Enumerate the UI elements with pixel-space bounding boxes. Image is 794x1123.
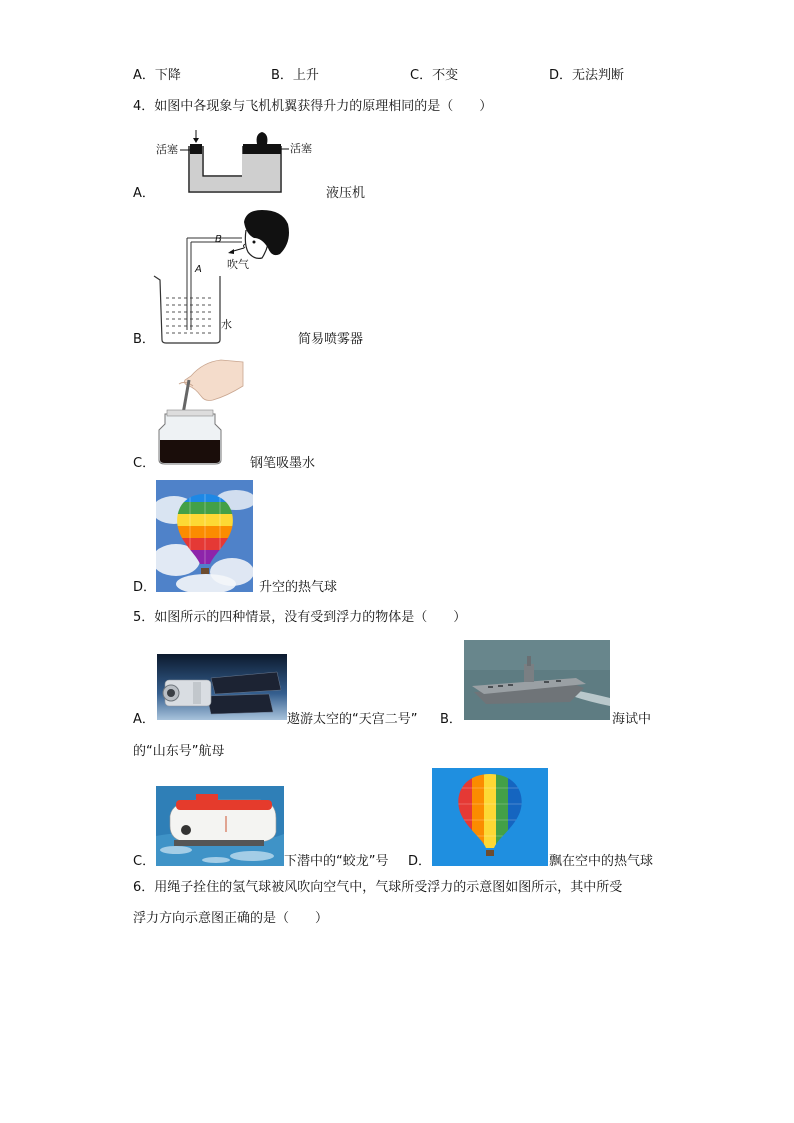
q3-option-a: A．下降 [133, 68, 181, 83]
piston-label-right: 活塞 [290, 142, 312, 155]
hot-air-balloon-photo [156, 480, 253, 592]
blow-label: 吹气 [227, 258, 249, 271]
q4-option-d-caption: 升空的热气球 [259, 580, 338, 595]
water-label: 水 [221, 318, 232, 331]
floating-balloon-photo [432, 768, 548, 866]
q6-stem-line2: 浮力方向示意图正确的是（ ） [133, 911, 329, 926]
q4-option-c-caption: 钢笔吸墨水 [250, 456, 316, 471]
tube-label-a: A [195, 264, 202, 275]
q4-option-b-caption: 简易喷雾器 [298, 332, 364, 347]
q6-stem-line1: 6．用绳子拴住的氢气球被风吹向空气中，气球所受浮力的示意图如图所示，其中所受 [133, 880, 623, 895]
q4-option-c-letter: C． [133, 456, 156, 471]
q4-option-d-letter: D． [133, 580, 157, 595]
q3-option-c: C．不变 [410, 68, 459, 83]
q4-option-a-caption: 液压机 [326, 186, 366, 201]
q5-option-a-letter: A． [133, 712, 155, 727]
aircraft-carrier-photo [464, 640, 610, 720]
tube-label-b: B [215, 234, 222, 245]
q5-option-b-letter: B． [440, 712, 462, 727]
q5-option-c-letter: C． [133, 854, 156, 869]
jiaolong-photo [156, 786, 284, 866]
hydraulic-press-figure [155, 128, 325, 196]
q3-option-b: B．上升 [271, 68, 319, 83]
q3-option-d: D．无法判断 [549, 68, 625, 83]
q4-option-b-letter: B． [133, 332, 155, 347]
q5-stem: 5．如图所示的四种情景，没有受到浮力的物体是（ ） [133, 610, 467, 625]
q5-option-b-caption-2: 的“山东号”航母 [133, 744, 225, 759]
q5-option-c-caption: 下潜中的“蛟龙”号 [284, 854, 389, 869]
q5-option-d-caption: 飘在空中的热气球 [549, 854, 654, 869]
piston-label-left: 活塞 [156, 143, 178, 156]
q5-option-a-caption: 遨游太空的“天宫二号” [287, 712, 418, 727]
q4-option-a-letter: A． [133, 186, 155, 201]
q4-stem: 4．如图中各现象与飞机机翼获得升力的原理相同的是（ ） [133, 99, 493, 114]
q5-option-d-letter: D． [408, 854, 432, 869]
atomizer-figure [150, 208, 295, 346]
tiangong-photo [157, 654, 287, 720]
pen-ink-figure [155, 356, 245, 466]
q5-option-b-caption-1: 海试中 [612, 712, 652, 727]
